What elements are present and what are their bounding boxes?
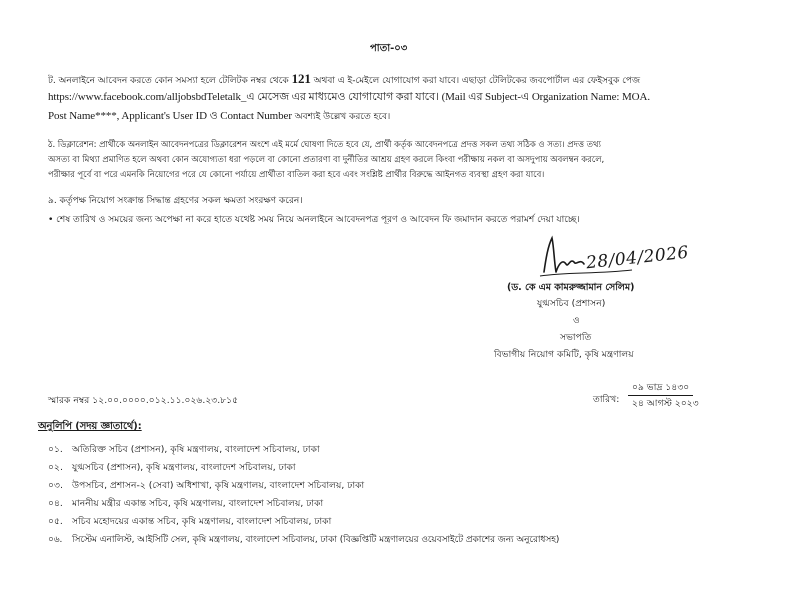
list-item — [48, 533, 559, 547]
contact-line-2b: _এ মেসেজ এর মাধ্যমেও যোগাযোগ করা যাবে। (Mail এর Subject-এ Organization Name: MOA. — [240, 91, 650, 103]
memo-number: স্মারক নম্বর ১২.০০.০০০০.০১২.১১.০২৬.২৩.৮১৫ — [48, 395, 239, 406]
memo-date-bangla: ০৯ ভাদ্র ১৪৩০ — [628, 381, 693, 396]
advice-note: • শেষ তারিখ ও সময়ের জন্য অপেক্ষা না করে হাতে যথেষ্ট সময় নিয়ে অনলাইনে আবেদনপত্র পূরণ ও আবেদন ফি জমাদান করতে পরামর্শ দেয়া যাচ্ছে। — [48, 214, 580, 225]
facebook-url: https://www.facebook.com/alljobsbdTeletalk — [48, 91, 241, 103]
declaration-line-1: ঠ. ডিক্লারেশন: প্রার্থীকে অনলাইন আবেদনপত্রের ডিক্লারেশন অংশে এই মর্মে ঘোষণা দিতে হবে যে, প্রার্থী কর্তৃক আবেদনপত্রে প্রদত্ত সকল তথ্য সঠিক ও সত্য। প্রদত্ত তথ্য — [48, 140, 601, 150]
page-label: পাতা-০৩ — [370, 43, 408, 54]
list-item-text: অতিরিক্ত সচিব (প্রশাসন), কৃষি মন্ত্রণালয়, বাংলাদেশ সচিবালয়, ঢাকা — [72, 444, 320, 455]
list-item-number: ০৬. — [48, 535, 63, 545]
teletalk-number: 121 — [291, 71, 311, 86]
list-item — [48, 515, 331, 529]
declaration-line-3: পরীক্ষার পূর্বে বা পরে এমনকি নিয়োগের পরে যে কোনো পর্যায়ে প্রার্থীতা বাতিল করা হবে এবং সংশ্লিষ্ট প্রার্থীর বিরুদ্ধে আইনগত ব্যবস্থা গ্রহণ করা যাবে। — [48, 170, 545, 180]
list-item — [48, 461, 296, 475]
list-item-text: সিস্টেম এনালিস্ট, আইসিটি সেল, কৃষি মন্ত্রণালয়, বাংলাদেশ সচিবালয়, ঢাকা (বিজ্ঞপ্তিটি মন্ত্রণালয়ের ওয়েবসাইটে প্রকাশের জন্য অনুরোধসহ) — [72, 535, 560, 545]
authority-clause: ৯. কর্তৃপক্ষ নিয়োগ সংক্রান্ত সিদ্ধান্ত গ্রহণের সকল ক্ষমতা সংরক্ষণ করেন। — [48, 195, 303, 206]
signatory-designation: যুগ্মসচিব (প্রশাসন) — [537, 298, 606, 309]
list-item — [48, 479, 364, 493]
list-item-text: সচিব মহোদয়ের একান্ত সচিব, কৃষি মন্ত্রণালয়, বাংলাদেশ সচিবালয়, ঢাকা — [72, 516, 332, 527]
signatory-conjunction: ও — [573, 315, 580, 326]
list-item-number: ০১. — [48, 444, 63, 455]
signatory-role: সভাপতি — [560, 332, 592, 343]
list-item-text: মাননীয় মন্ত্রীর একান্ত সচিব, কৃষি মন্ত্রণালয়, বাংলাদেশ সচিবালয়, ঢাকা — [72, 498, 324, 509]
contact-line-3a: Post Name****, Applicant's User ID ও Contact Number — [48, 110, 292, 122]
list-item-number: ০২. — [48, 462, 63, 473]
list-item — [48, 443, 320, 457]
memo-date-label: তারিখ: — [593, 394, 620, 405]
copies-heading: অনুলিপি (সদয় জ্ঞাতার্থে): — [38, 421, 142, 432]
signatory-committee: বিভাগীয় নিয়োগ কমিটি, কৃষি মন্ত্রণালয় — [494, 349, 634, 360]
list-item-number: ০৩. — [48, 480, 63, 491]
list-item-text: যুগ্মসচিব (প্রশাসন), কৃষি মন্ত্রণালয়, বাংলাদেশ সচিবালয়, ঢাকা — [72, 462, 296, 473]
signatory-name: (ড. কে এম কামরুজ্জামান সেলিম) — [507, 282, 635, 293]
list-item — [48, 497, 323, 511]
memo-date-gregorian: ২৪ আগস্ট ২০২৩ — [632, 398, 699, 409]
contact-line-1a: ট. অনলাইনে আবেদন করতে কোন সমস্যা হলে টেলিটক নম্বর থেকে — [48, 75, 289, 86]
list-item-number: ০৫. — [48, 516, 63, 527]
signature-handwritten-date: 28/04/2026 — [585, 242, 690, 274]
list-item-text: উপসচিব, প্রশাসন-২ (সেবা) অধিশাখা, কৃষি মন্ত্রণালয়, বাংলাদেশ সচিবালয়, ঢাকা — [72, 480, 365, 491]
list-item-number: ০৪. — [48, 498, 63, 509]
contact-line-3b: অবশ্যই উল্লেখ করতে হবে। — [294, 111, 391, 122]
declaration-line-2: অসত্য বা মিথ্যা প্রমাণিত হলে অথবা কোন অযোগ্যতা ধরা পড়লে বা কোনো প্রতারণা বা দুর্নীতির আশ্রয় গ্রহণ করলে কিংবা পরীক্ষায় নকল বা অসদুপায় অবলম্বন করলে, — [48, 155, 605, 165]
contact-line-1b: অথবা এ ই-মেইলে যোগাযোগ করা যাবে। এছাড়া টেলিটকের জবপোর্টাল এর ফেইসবুক পেজ — [313, 75, 641, 86]
